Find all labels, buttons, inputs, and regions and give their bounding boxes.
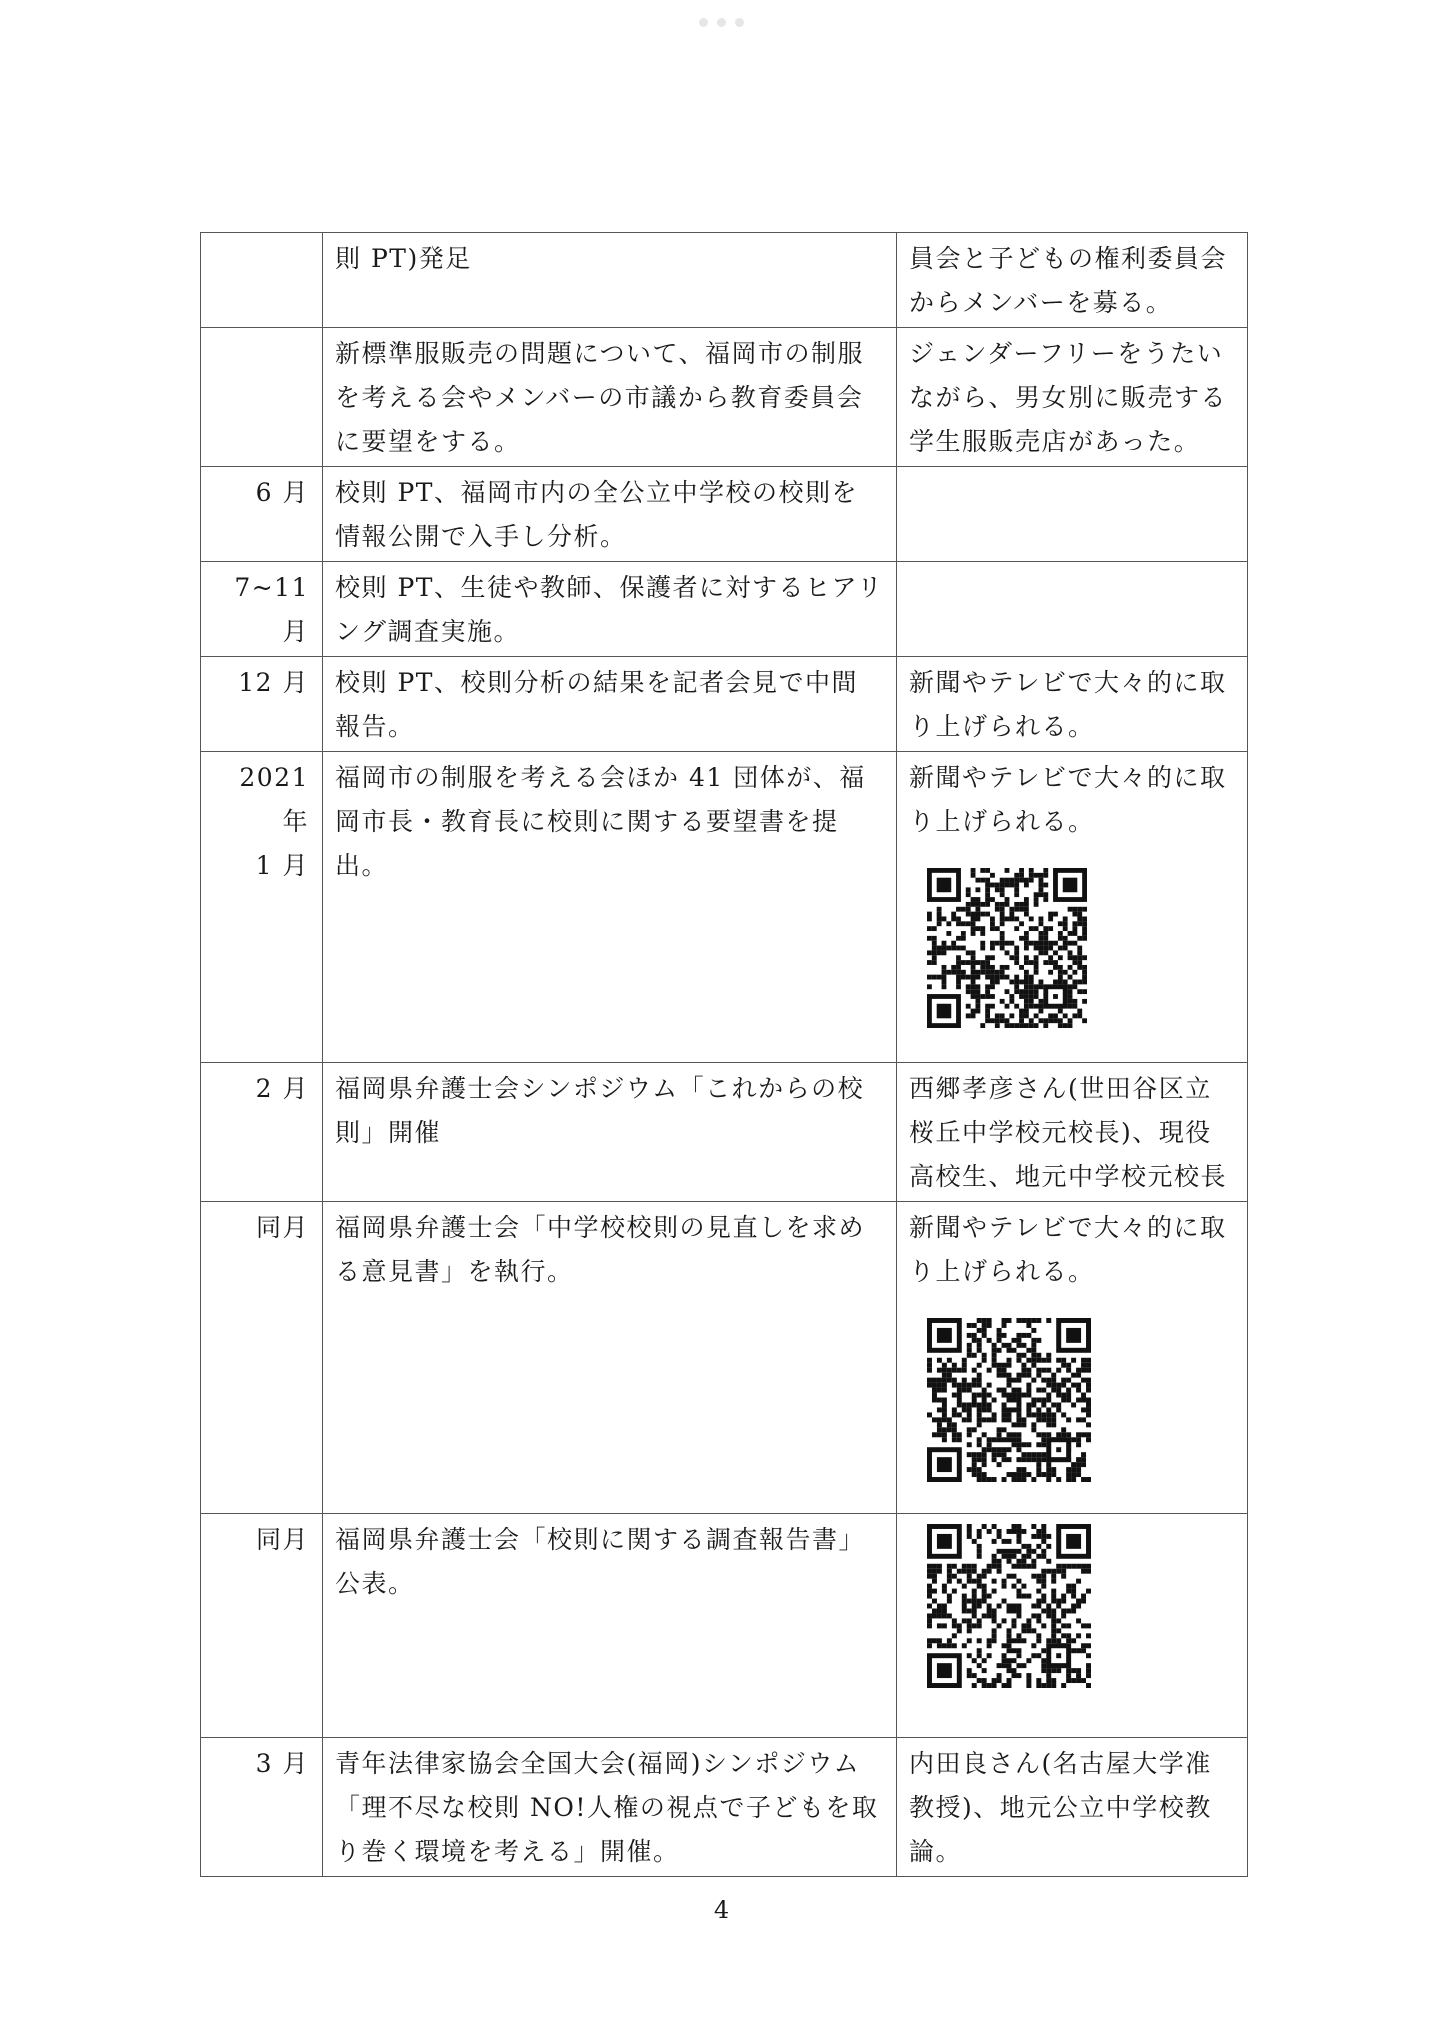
event-cell: 福岡県弁護士会「校則に関する調査報告書」公表。 [323, 1514, 897, 1738]
event-cell: 則 PT)発足 [323, 233, 897, 328]
event-cell: 福岡県弁護士会「中学校校則の見直しを求める意見書」を執行。 [323, 1202, 897, 1514]
date-text: 2021 年 [239, 763, 309, 836]
note-text: 内田良さん(名古屋大学准教授)、地元公立中学校教論。 [909, 1749, 1212, 1866]
page-indicator-dots [0, 18, 1443, 27]
qr-code[interactable] [927, 868, 1087, 1028]
event-cell: 福岡市の制服を考える会ほか 41 団体が、福岡市長・教育長に校則に関する要望書を提出。 [323, 752, 897, 1063]
table-row [201, 233, 1248, 328]
event-cell: 校則 PT、福岡市内の全公立中学校の校則を情報公開で入手し分析。 [323, 467, 897, 562]
event-cell: 福岡県弁護士会シンポジウム「これからの校則」開催 [323, 1063, 897, 1202]
table-row [201, 562, 1248, 657]
qr-code[interactable] [927, 1524, 1091, 1688]
note-cell [897, 328, 1248, 467]
date-text: 3 月 [255, 1749, 309, 1778]
date-text: 6 月 [255, 478, 309, 507]
date-text: 12 月 [238, 668, 309, 697]
date-cell [201, 328, 323, 467]
date-text: 同月 [255, 1213, 309, 1242]
qr-code[interactable] [927, 1318, 1091, 1482]
note-text: 新聞やテレビで大々的に取り上げられる。 [909, 763, 1227, 836]
event-cell: 新標準服販売の問題について、福岡市の制服を考える会やメンバーの市議から教育委員会に要望をする。 [323, 328, 897, 467]
date-cell [201, 657, 323, 752]
date-text: 7~11 月 [234, 573, 309, 646]
date-text: 2 月 [255, 1074, 309, 1103]
note-cell [897, 467, 1248, 562]
table-row [201, 657, 1248, 752]
event-cell: 校則 PT、生徒や教師、保護者に対するヒアリング調査実施。 [323, 562, 897, 657]
date-cell [201, 1063, 323, 1202]
event-cell: 校則 PT、校則分析の結果を記者会見で中間報告。 [323, 657, 897, 752]
note-text: 新聞やテレビで大々的に取り上げられる。 [909, 1213, 1227, 1286]
note-cell [897, 1202, 1248, 1514]
table-row [201, 467, 1248, 562]
date-text: 同月 [255, 1525, 309, 1554]
page-dot [717, 18, 726, 27]
date-text: 1 月 [255, 851, 309, 880]
note-cell [897, 752, 1248, 1063]
note-cell [897, 1063, 1248, 1202]
date-cell [201, 562, 323, 657]
date-cell [201, 233, 323, 328]
timeline-table [200, 232, 1248, 1877]
date-cell [201, 1202, 323, 1514]
table-row [201, 1063, 1248, 1202]
table-row [201, 328, 1248, 467]
table-row [201, 1202, 1248, 1514]
event-cell: 青年法律家協会全国大会(福岡)シンポジウム「理不尽な校則 NO!人権の視点で子どもを取り巻く環境を考える」開催。 [323, 1738, 897, 1877]
note-text: 西郷孝彦さん(世田谷区立桜丘中学校元校長)、現役高校生、地元中学校元校長 [909, 1074, 1228, 1191]
date-cell [201, 1514, 323, 1738]
note-cell [897, 1514, 1248, 1738]
note-cell [897, 657, 1248, 752]
note-text: 新聞やテレビで大々的に取り上げられる。 [909, 668, 1227, 741]
note-text: ジェンダーフリーをうたいながら、男女別に販売する学生服販売店があった。 [909, 339, 1228, 456]
page-number: 4 [713, 1896, 730, 1924]
table-row [201, 752, 1248, 1063]
date-cell [201, 1738, 323, 1877]
note-text: 員会と子どもの権利委員会からメンバーを募る。 [909, 244, 1228, 317]
date-cell [201, 467, 323, 562]
note-cell [897, 233, 1248, 328]
note-cell [897, 1738, 1248, 1877]
page-dot [735, 18, 744, 27]
note-cell [897, 562, 1248, 657]
table-row [201, 1514, 1248, 1738]
table-row [201, 1738, 1248, 1877]
date-cell [201, 752, 323, 1063]
page-dot [699, 18, 708, 27]
